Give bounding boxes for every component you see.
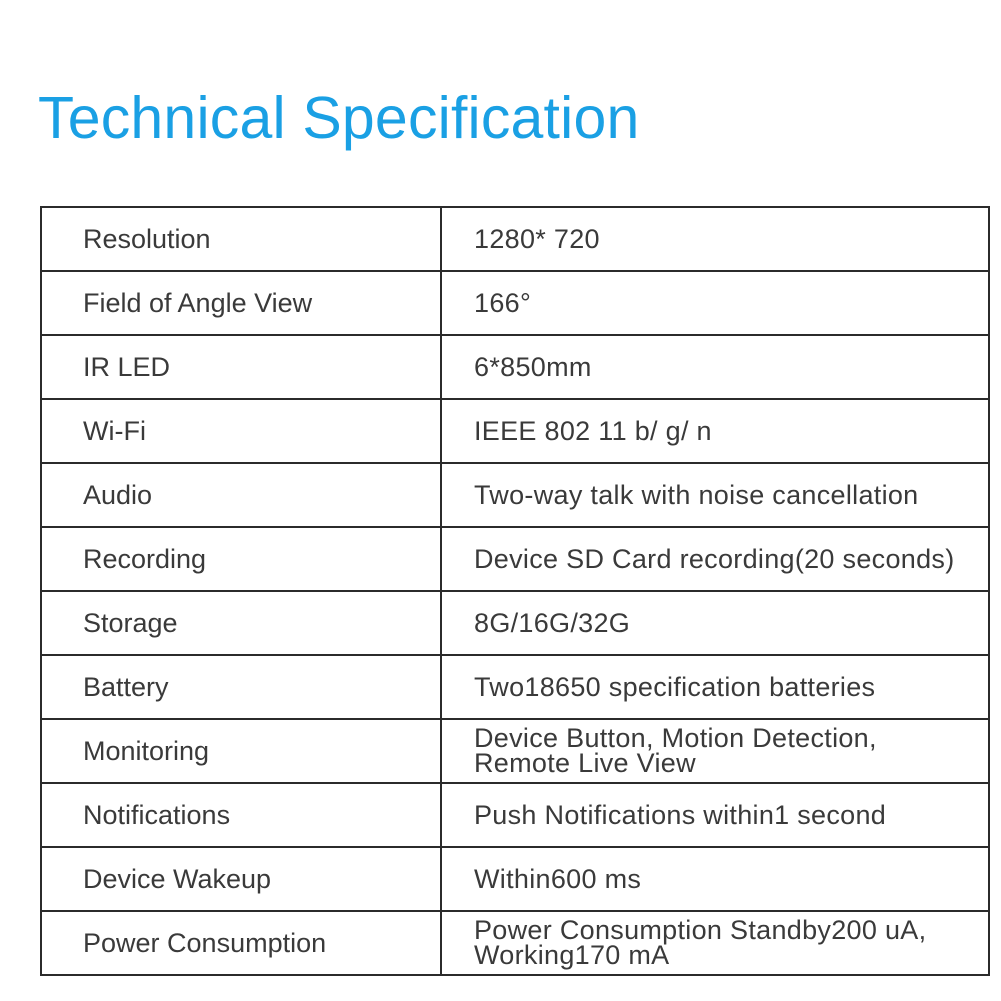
spec-value-line: Power Consumption Standby200 uA, (474, 915, 927, 945)
page-title: Technical Specification (38, 85, 640, 151)
spec-value (441, 847, 989, 911)
spec-label: Notifications (41, 783, 441, 847)
spec-label: Field of Angle View (41, 271, 441, 335)
spec-value (441, 783, 989, 847)
spec-value-line: Push Notifications within1 second (474, 799, 887, 830)
spec-label: Resolution (41, 207, 441, 271)
spec-label: Monitoring (41, 719, 441, 783)
spec-value-line: Working170 mA (474, 940, 670, 970)
table-row (41, 207, 989, 271)
spec-label: Battery (41, 655, 441, 719)
spec-label: Power Consumption (41, 911, 441, 975)
spec-value (441, 271, 989, 335)
spec-label: IR LED (41, 335, 441, 399)
spec-value (441, 719, 989, 783)
spec-value-line: IEEE 802 11 b/ g/ n (474, 415, 712, 446)
spec-value (441, 463, 989, 527)
table-row (41, 271, 989, 335)
spec-label: Device Wakeup (41, 847, 441, 911)
spec-table (40, 206, 990, 976)
spec-value-line: 6*850mm (474, 351, 592, 382)
spec-value (441, 207, 989, 271)
table-row (41, 399, 989, 463)
spec-label: Storage (41, 591, 441, 655)
table-row (41, 591, 989, 655)
spec-label: Wi-Fi (41, 399, 441, 463)
table-row (41, 783, 989, 847)
table-row (41, 527, 989, 591)
spec-value-line: Two18650 specification batteries (474, 671, 876, 702)
spec-value-line: Device SD Card recording(20 seconds) (474, 543, 955, 574)
spec-value (441, 527, 989, 591)
table-row (41, 335, 989, 399)
table-row (41, 655, 989, 719)
spec-value-line: Within600 ms (474, 863, 642, 894)
spec-value (441, 591, 989, 655)
table-row (41, 463, 989, 527)
spec-value-line: 1280* 720 (474, 223, 600, 254)
spec-label: Audio (41, 463, 441, 527)
spec-value-line: 8G/16G/32G (474, 607, 631, 638)
table-row (41, 719, 989, 783)
spec-value (441, 911, 989, 975)
spec-value (441, 399, 989, 463)
spec-value-line: Device Button, Motion Detection, (474, 723, 877, 753)
spec-value-line: Two-way talk with noise cancellation (474, 479, 919, 510)
spec-value-line: 166° (474, 287, 532, 318)
table-row (41, 847, 989, 911)
spec-value (441, 655, 989, 719)
table-row (41, 911, 989, 975)
spec-label: Recording (41, 527, 441, 591)
spec-value-line: Remote Live View (474, 748, 696, 778)
spec-value (441, 335, 989, 399)
